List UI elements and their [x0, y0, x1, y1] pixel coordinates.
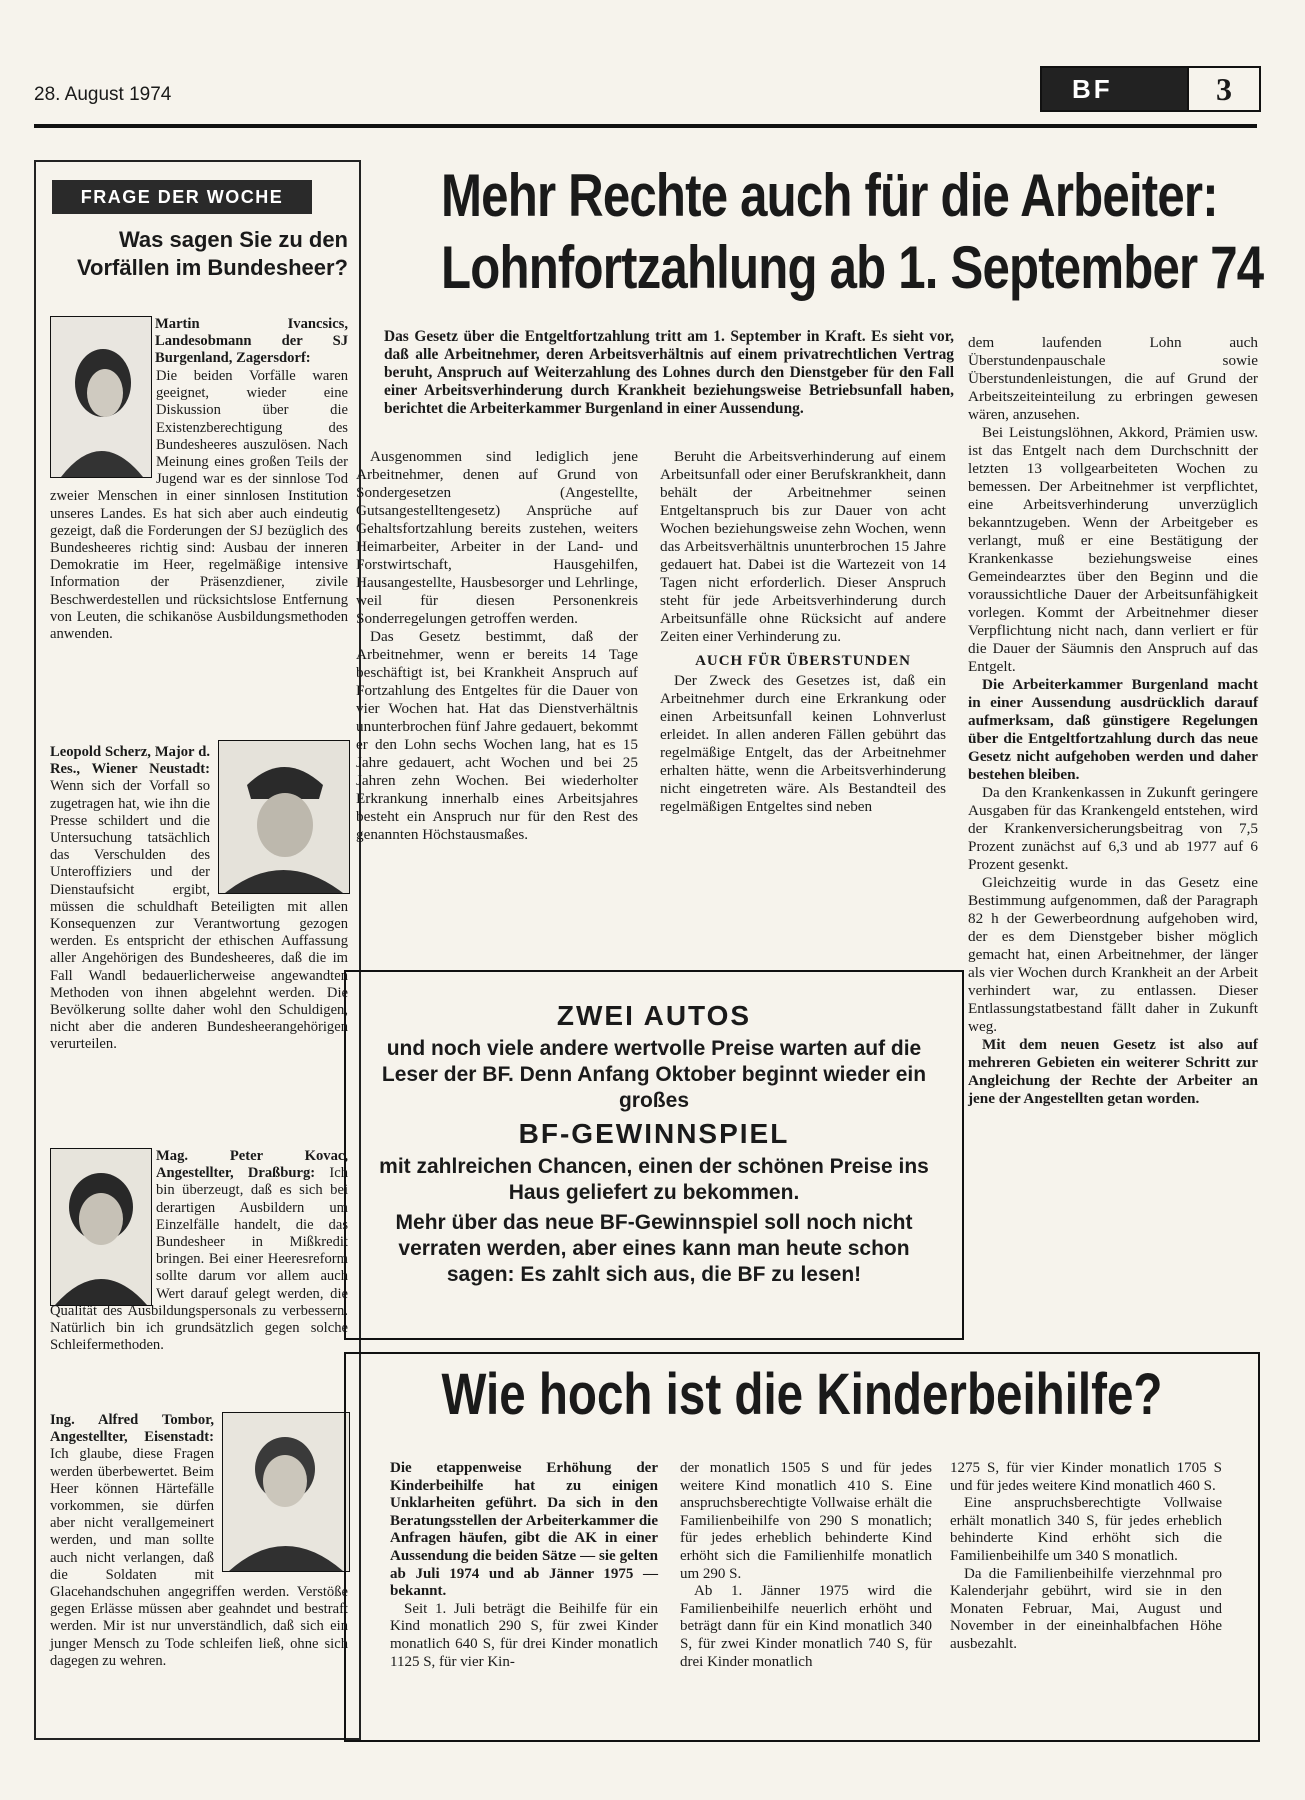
page-badge — [1040, 66, 1261, 112]
main-col1-p1: Ausgenommen sind lediglich jene Arbeitnehmer, denen auf Grund von Sondergesetzen (Angestellte, Gutsangestelltengesetz) Ansprüche auf Gehaltsfortzahlung bereits zustehen, weiters Heimarbeiter, Arbeiter in der Land- und Forstwirtschaft, Hausgehilfen, Hausangestellte, Hausbesorger und Lehrlinge, weil für diesen Personenkreis Sonderregelungen getroffen werden. — [356, 448, 638, 627]
answer-2-name: Leopold Scherz, Major d. Res., Wiener Neustadt: — [50, 744, 210, 778]
answer-2-text: Wenn sich der Vorfall so zugetragen hat, wie ihn die Presse schildert und die Untersuchung tatsächlich das Verschulden des Unteroffiziers und der Dienstaufsicht ergibt, müssen die schuldhaft Beteiligten mit allen Konsequenzen zur Verantwortung gezogen werden. Es entspricht der ethischen Auffassung aller Angehörigen des Bundesheeres, daß die im Fall Wandl bedauerlicherweise angewandten Methoden von ihnen abgelehnt werden. Die Bevölkerung sollte daher wohl den Schuldigen, nicht aber die anderen Bundesheerangehörigen verurteilen. — [50, 778, 348, 1053]
kinder-column-3 — [950, 1460, 1222, 1654]
answer-4 — [50, 1412, 348, 1670]
answer-3-name: Mag. Peter Kovac, Angestellter, Draßburg: — [156, 1148, 348, 1182]
answer-1 — [50, 316, 348, 643]
main-col3-p1: dem laufenden Lohn auch Überstundenpauschale sowie Überstundenleistungen, die auf Grund der Arbeitszeiteinteilung zu erbringen gewesen wären, anzusehen. — [968, 334, 1258, 423]
main-col3-p3: Die Arbeiterkammer Burgenland macht in einer Aussendung ausdrücklich darauf aufmerksam, daß günstigere Regelungen über die Entgeltfortzahlung durch das neue Gesetz nicht aufgehoben werden und daher bestehen bleiben. — [968, 676, 1258, 783]
kinder-c3-p1: 1275 S, für vier Kinder monatlich 1705 S und für jedes weitere Kind monatlich 460 S. — [950, 1460, 1222, 1494]
main-headline — [441, 160, 1264, 304]
main-col3-p5: Gleichzeitig wurde in das Gesetz eine Bestimmung aufgenommen, daß der Paragraph 82 h der Gewerbeordnung aufgehoben wird, der es dem Dienstgeber bisher möglich gemacht hat, einen Arbeitnehmer, der länger als vier Wochen durch Krankheit an der Arbeit verhindert war, zu entlassen. Dieser Entlassungstatbestand fällt daher in Zukunft weg. — [968, 874, 1258, 1035]
kinder-headline: Wie hoch ist die Kinderbeihilfe? — [441, 1362, 1163, 1427]
main-col3-p2: Bei Leistungslöhnen, Akkord, Prämien usw. ist das Entgelt nach dem Durchschnitt der letzten 13 vollgearbeiteten Wochen zu bemessen. Der Arbeitnehmer ist verpflichtet, eine Arbeitsverhinderung unverzüglich bekanntzugeben. Wenn der Arbeitgeber es verlangt, muß er eine Bestätigung der Krankenkasse beziehungsweise eines Gemeindearztes über den Beginn und die voraussichtliche Dauer der Arbeitsunfähigkeit vorlegen. Kommt der Arbeitnehmer dieser Verpflichtung nicht nach, dann verliert er für die Dauer der Säumnis den Anspruch auf das Entgelt. — [968, 424, 1258, 675]
kinder-c3-p3: Da die Familienbeihilfe vierzehnmal pro Kalenderjahr gebührt, wird sie in den Monaten Februar, Mai, August und November in der eineinhalbfachen Höhe ausbezahlt. — [950, 1565, 1222, 1652]
main-column-2 — [660, 448, 946, 816]
answer-1-text: Die beiden Vorfälle waren geeignet, wieder eine Diskussion über die Existenzberechtigung des Bundesheeres auszulösen. Nach Meinung eines großen Teils der Jugend war es der sinnlose Tod zweier Menschen in einer sinnlosen Institution unseres Landes. Es hat sich aber auch eindeutig gezeigt, daß die Forderungen der SJ bezüglich des Bundesheeres richtig sind: Ausbau der inneren Demokratie im Heer, regelmäßige intensive Information der Präsenzdiener, zivile Beschwerdestellen und rücksichtslose Entfernung von Leuten, die schikanöse Ausbildungsmethoden anwenden. — [50, 368, 348, 643]
kinder-c3-p2: Eine anspruchsberechtigte Vollwaise erhält monatlich 340 S, für jedes erheblich behinderte Kind erhöht sich die Familienbeihilfe um 340 S monatlich. — [950, 1495, 1222, 1564]
kinder-c1-p: Seit 1. Juli beträgt die Beihilfe für ein Kind monatlich 290 S, für zwei Kinder monatlich 640 S, für drei Kinder monatlich 1125 S, für vier Kin- — [390, 1600, 658, 1670]
main-column-1 — [356, 448, 638, 844]
issue-date: 28. August 1974 — [34, 84, 172, 105]
main-col3-p4: Da den Krankenkassen in Zukunft geringere Ausgaben für das Krankengeld entstehen, wird der Krankenversicherungsbeitrag von 7,5 Prozent zunächst auf 6,3 und ab 1977 auf 6 Prozent gesenkt. — [968, 784, 1258, 873]
main-col2-p1: Beruht die Arbeitsverhinderung auf einem Arbeitsunfall oder einer Berufskrankheit, dann behält der Arbeitnehmer seinen Entgeltanspruch bis zur Dauer von acht Wochen beziehungsweise zehn Wochen, wenn das Arbeitsverhältnis ununterbrochen 15 Jahre gedauert hat. Dabei ist die Wartezeit von 14 Tagen nicht erforderlich. Dieser Anspruch steht für jede Arbeitsverhinderung durch Arbeitsunfälle ohne Rücksicht auf andere Zeiten einer Verhinderung zu. — [660, 448, 946, 645]
kinder-column-1 — [390, 1460, 658, 1671]
main-col2-p2: Der Zweck des Gesetzes ist, daß ein Arbeitnehmer durch eine Erkrankung oder einen Arbeitsunfall keinen Lohnverlust erleidet. In allen anderen Fällen gebührt das regelmäßige Entgelt, das der Arbeitnehmer erhalten hätte, wenn die Arbeitsverhinderung nicht eingetreten wäre. Als Bestandteil des regelmäßigen Entgeltes sind neben — [660, 672, 946, 815]
kinder-c2-p1: der monatlich 1505 S und für jedes weitere Kind monatlich 410 S. Eine anspruchsberechtigte Vollwaise erhält die Familienbeihilfe von 290 S monatlich; für jedes erheblich behinderte Kind erhöht sich die Familienhilfe monatlich um 290 S. — [680, 1460, 932, 1582]
answer-2 — [50, 744, 348, 1054]
main-intro: Das Gesetz über die Entgeltfortzahlung tritt am 1. September in Kraft. Es sieht vor, daß alle Arbeitnehmer, deren Arbeitsverhältnis auf einem privatrechtlichen Vertrag beruht, Anspruch auf Weiterzahlung des Lohnes durch den Dienstgeber für den Fall einer Arbeitsverhinderung durch Krankheit beziehungsweise Betriebsunfall haben, berichtet die Arbeiterkammer Burgenland in einer Aussendung. — [384, 328, 954, 417]
header-rule — [34, 124, 1257, 128]
page-number: 3 — [1187, 68, 1259, 110]
answer-4-text: Ich glaube, diese Fragen werden überbewertet. Beim Heer können Härtefälle vorkommen, sie dürfen aber nicht verallgemeinert werden, und man sollte auch nicht verlangen, daß die Soldaten mit Glacehandschuhen angegriffen werden. Verstöße gegen Erlässe müssen aber geahndet und bestraft werden. Mir ist nur unverständlich, daß sich ein junger Mensch zu Tode schleifen ließ, ohne sich dagegen zu wehren. — [50, 1446, 348, 1669]
answer-3 — [50, 1148, 348, 1354]
ad-text-1: und noch viele andere wertvolle Preise warten auf die Leser der BF. Denn Anfang Oktober beginnt wieder ein großes — [381, 1037, 927, 1112]
kinder-column-2 — [680, 1460, 932, 1671]
main-col1-p2: Das Gesetz bestimmt, daß der Arbeitnehmer, wenn er bereits 14 Tage beschäftigt ist, bei Krankheit Anspruch auf Fortzahlung des Entgeltes für die Dauer von vier Wochen hat. Hat das Dienstverhältnis ununterbrochen fünf Jahre gedauert, bekommt er den Lohn sechs Wochen lang, hat es 15 Jahre gedauert, acht Wochen und bei 25 Jahren zehn Wochen. Bei wiederholter Erkrankung innerhalb eines Arbeitsjahres besteht ein Anspruch nur für den Rest des genannten Höchstausmaßes. — [356, 628, 638, 843]
ad-title: ZWEI AUTOS — [556, 1000, 752, 1031]
kinder-c2-p2: Ab 1. Jänner 1975 wird die Familienbeihilfe neuerlich erhöht und beträgt dann für ein Kind monatlich 340 S, für zwei Kinder monatlich 740 S, für drei Kinder monatlich — [680, 1583, 932, 1670]
brand-label: BF — [1042, 68, 1187, 110]
ad-title-2: BF-GEWINNSPIEL — [518, 1118, 790, 1149]
main-headline-line-1: Mehr Rechte auch für die Arbeiter: — [441, 162, 1218, 229]
ad-text-2: mit zahlreichen Chancen, einen der schönen Preise ins Haus geliefert zu bekommen. — [379, 1155, 929, 1204]
main-col3-p6: Mit dem neuen Gesetz ist also auf mehreren Gebieten ein weiterer Schritt zur Angleichung der Rechte der Arbeiter an jene der Angestellten getan worden. — [968, 1036, 1258, 1107]
main-subheading: AUCH FÜR ÜBERSTUNDEN — [695, 653, 911, 669]
kinder-intro: Die etappenweise Erhöhung der Kinderbeihilfe hat zu einigen Unklarheiten geführt. Da sich in den Beratungsstellen der Arbeiterkammer die Anfragen häufen, gibt die AK in einer Aussendung die beiden Sätze — sie gelten ab Juli 1974 und ab Jänner 1975 — bekannt. — [390, 1460, 658, 1600]
main-headline-line-2: Lohnfortzahlung ab 1. September 74 — [441, 234, 1264, 301]
ad-text-3: Mehr über das neue BF-Gewinnspiel soll noch nicht verraten werden, aber eines kann man heute schon sagen: Es zahlt sich aus, die BF zu lesen! — [395, 1211, 913, 1286]
answer-4-name: Ing. Alfred Tombor, Angestellter, Eisenstadt: — [50, 1412, 214, 1446]
answer-1-name: Martin Ivancsics, Landesobmann der SJ Burgenland, Zagersdorf: — [155, 316, 348, 367]
answer-3-text: Ich bin überzeugt, daß es sich bei derartigen Ausbildern um Einzelfälle handelt, die das Bundesheer in Mißkredit bringen. Bei einer Heeresreform sollte darum vor allem auch Wert darauf gelegt werden, die Qualität des Ausbildungspersonals zu verbessern. Natürlich bin ich grundsätzlich gegen solche Schleifermethoden. — [50, 1165, 348, 1354]
contest-ad — [344, 970, 964, 1340]
main-column-3 — [968, 334, 1258, 1108]
sidebar-question: Was sagen Sie zu den Vorfällen im Bundesheer? — [77, 227, 348, 280]
sidebar-kicker: FRAGE DER WOCHE — [52, 180, 312, 214]
